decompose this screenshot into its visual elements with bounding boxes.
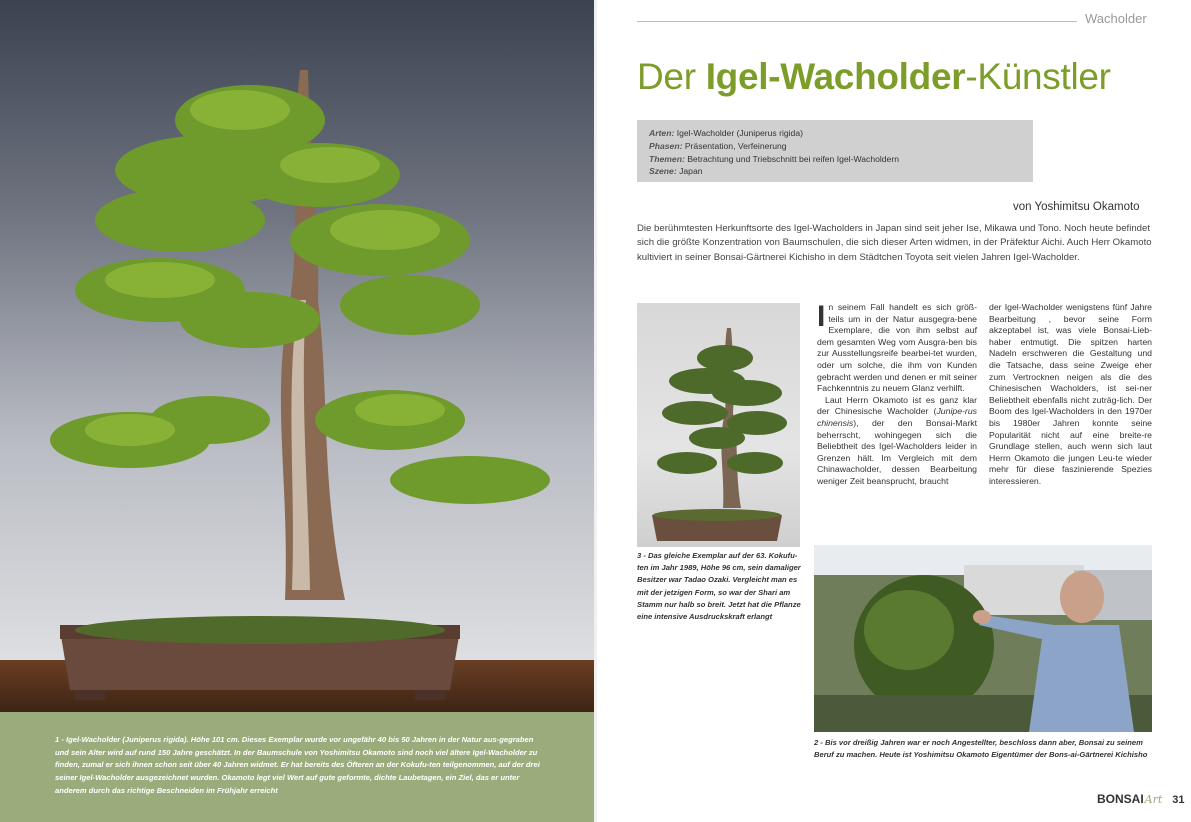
caption-3: 3 - Das gleiche Exemplar auf der 63. Kokufu-ten im Jahr 1989, Höhe 96 cm, sein damaliger Besitzer war Tadao Ozaki. Vergleicht man es mit der jetzigen Form, so war der Shari am Stamm nur halb so breit. Jetzt hat die Pflanze eine intensive Ausdruckskraft erlangt <box>637 551 801 622</box>
lead-paragraph: Die berühmtesten Herkunftsorte des Igel-Wacholders in Japan sind seit jeher Ise, Mikawa und Tono. Noch heute befindet sich die größte Konzentration von Baumschulen, die sich dieser Arten widmen, in der Präfektur Aichi. Auch Herr Okamoto kultiviert in seiner Bonsai-Gärtnerei Kichisho in dem Städtchen Toyota seit vielen Jahren Igel-Wacholder. <box>637 223 1152 263</box>
drop-cap: I <box>817 300 826 333</box>
page-footer <box>1097 790 1185 808</box>
body-column-1 <box>817 302 977 488</box>
info-value: Japan <box>679 166 703 177</box>
article-title <box>637 56 1111 98</box>
col1-para-2-italic: Junipe-rus chinensis <box>817 406 977 428</box>
info-key: Themen: <box>649 153 685 164</box>
main-bonsai-photo <box>0 0 594 712</box>
header-rule <box>637 21 1077 22</box>
title-part-2: -Künstler <box>965 56 1111 97</box>
caption-2: 2 - Bis vor dreißig Jahren war er noch Angestellter, beschloss dann aber, Bonsai zu seinem Beruf zu machen. Heute ist Yoshimitsu Okamoto Eigentümer der Bons-ai-Gärtnerei Kichisho <box>814 738 1148 760</box>
right-page <box>597 0 1191 822</box>
magazine-logo-script: Art <box>1144 793 1163 806</box>
caption-1: 1 - Igel-Wacholder (Juniperus rigida). Höhe 101 cm. Dieses Exemplar wurde vor ungefähr 40 bis 50 Jahren in der Natur aus-gegraben und sein Alter wird auf rund 150 Jahre geschätzt. In der Baumschule von Yoshimitsu Okamoto sind noch viel ältere Igel-Wacholder zu finden, zumal er sich ihnen schon seit über 40 Jahren widmet. Er hat bereits des Öfteren an der Kokufu-ten teilgenommen, auf der drei seiner Igel-Wacholder ausgezeichnet wurden. Okamoto legt viel Wert auf gute geformte, dichte Laubetagen, ein Ziel, das er unter anderem durch das richtige Beschneiden im Frühjahr erreicht <box>55 735 540 795</box>
info-key: Szene: <box>649 166 677 177</box>
page-number: 31 <box>1172 794 1185 806</box>
col1-para-2a: Laut Herrn Okamoto ist es ganz klar der Chinesische Wacholder ( <box>817 394 977 417</box>
info-row-szene <box>649 165 1023 178</box>
title-bold: Igel-Wacholder <box>705 56 966 97</box>
author-byline: von Yoshimitsu Okamoto <box>1013 201 1140 213</box>
info-row-phasen <box>649 140 1023 153</box>
col1-para-2b: ), der den Bonsai-Markt beherrscht, wohingegen sich die Beliebtheit des Igel-Wacholders leider in Grenzen hält. Im Vergleich mit dem Chinawacholder, dessen Bearbeitung weniger Zeit beansprucht, braucht <box>817 417 977 486</box>
info-value: Igel-Wacholder (Juniperus rigida) <box>676 128 803 138</box>
photo-2-okamoto <box>814 545 1152 732</box>
magazine-logo: BONSAI <box>1097 792 1144 806</box>
left-page <box>0 0 594 822</box>
photo-3-bonsai <box>637 303 800 547</box>
okamoto-photo-illustration <box>814 545 1152 732</box>
body-column-2: der Igel-Wacholder wenigstens fünf Jahre Bearbeitung , bevor seine Form akzeptabel ist, was viele Bonsai-Lieb-haber entmutigt. Die spitzen harten Nadeln erschweren die Gestaltung und die Tatsache, dass seine Zweige eher zum Vertrocknen neigen als die des Chinesischen Wacholders, ist sei-ner Beliebtheit ebenfalls nicht zuträg-lich. Der Boom des Igel-Wacholders in den 1970er bis 1980er Jahren konnte seine Popularität nicht auf eine breite-re Grundlage stellen, auch wenn sich laut Herrn Okamoto die jungen Leu-te wieder mehr für diese faszinierende Spezies interessieren. <box>989 302 1152 486</box>
info-key: Phasen: <box>649 140 683 151</box>
info-value: Präsentation, Verfeinerung <box>684 140 787 151</box>
info-row-themen <box>649 153 1023 166</box>
info-box <box>637 120 1033 182</box>
col1-para-1: n seinem Fall handelt es sich größ-teils um in der Natur ausgegra-bene Exemplare, die von ihm selbst auf dem gesamten Weg vom Ausgra-ben bis zur Ausstellungsreife bearbei-tet wurden, oder um solche, die ihm von Kunden gebracht werden und denen er mit seiner Fachkenntnis zu neuem Glanz verhilft. <box>817 302 977 394</box>
info-row-arten <box>649 127 1023 140</box>
bonsai-illustration <box>0 0 594 712</box>
section-label: Wacholder <box>1085 11 1147 26</box>
info-key: Arten: <box>649 128 675 138</box>
title-part-1: Der <box>637 56 706 97</box>
bonsai-photo-3-illustration <box>637 303 800 547</box>
caption-band <box>0 712 594 822</box>
info-value: Betrachtung und Triebschnitt bei reifen Igel-Wacholdern <box>687 153 899 164</box>
